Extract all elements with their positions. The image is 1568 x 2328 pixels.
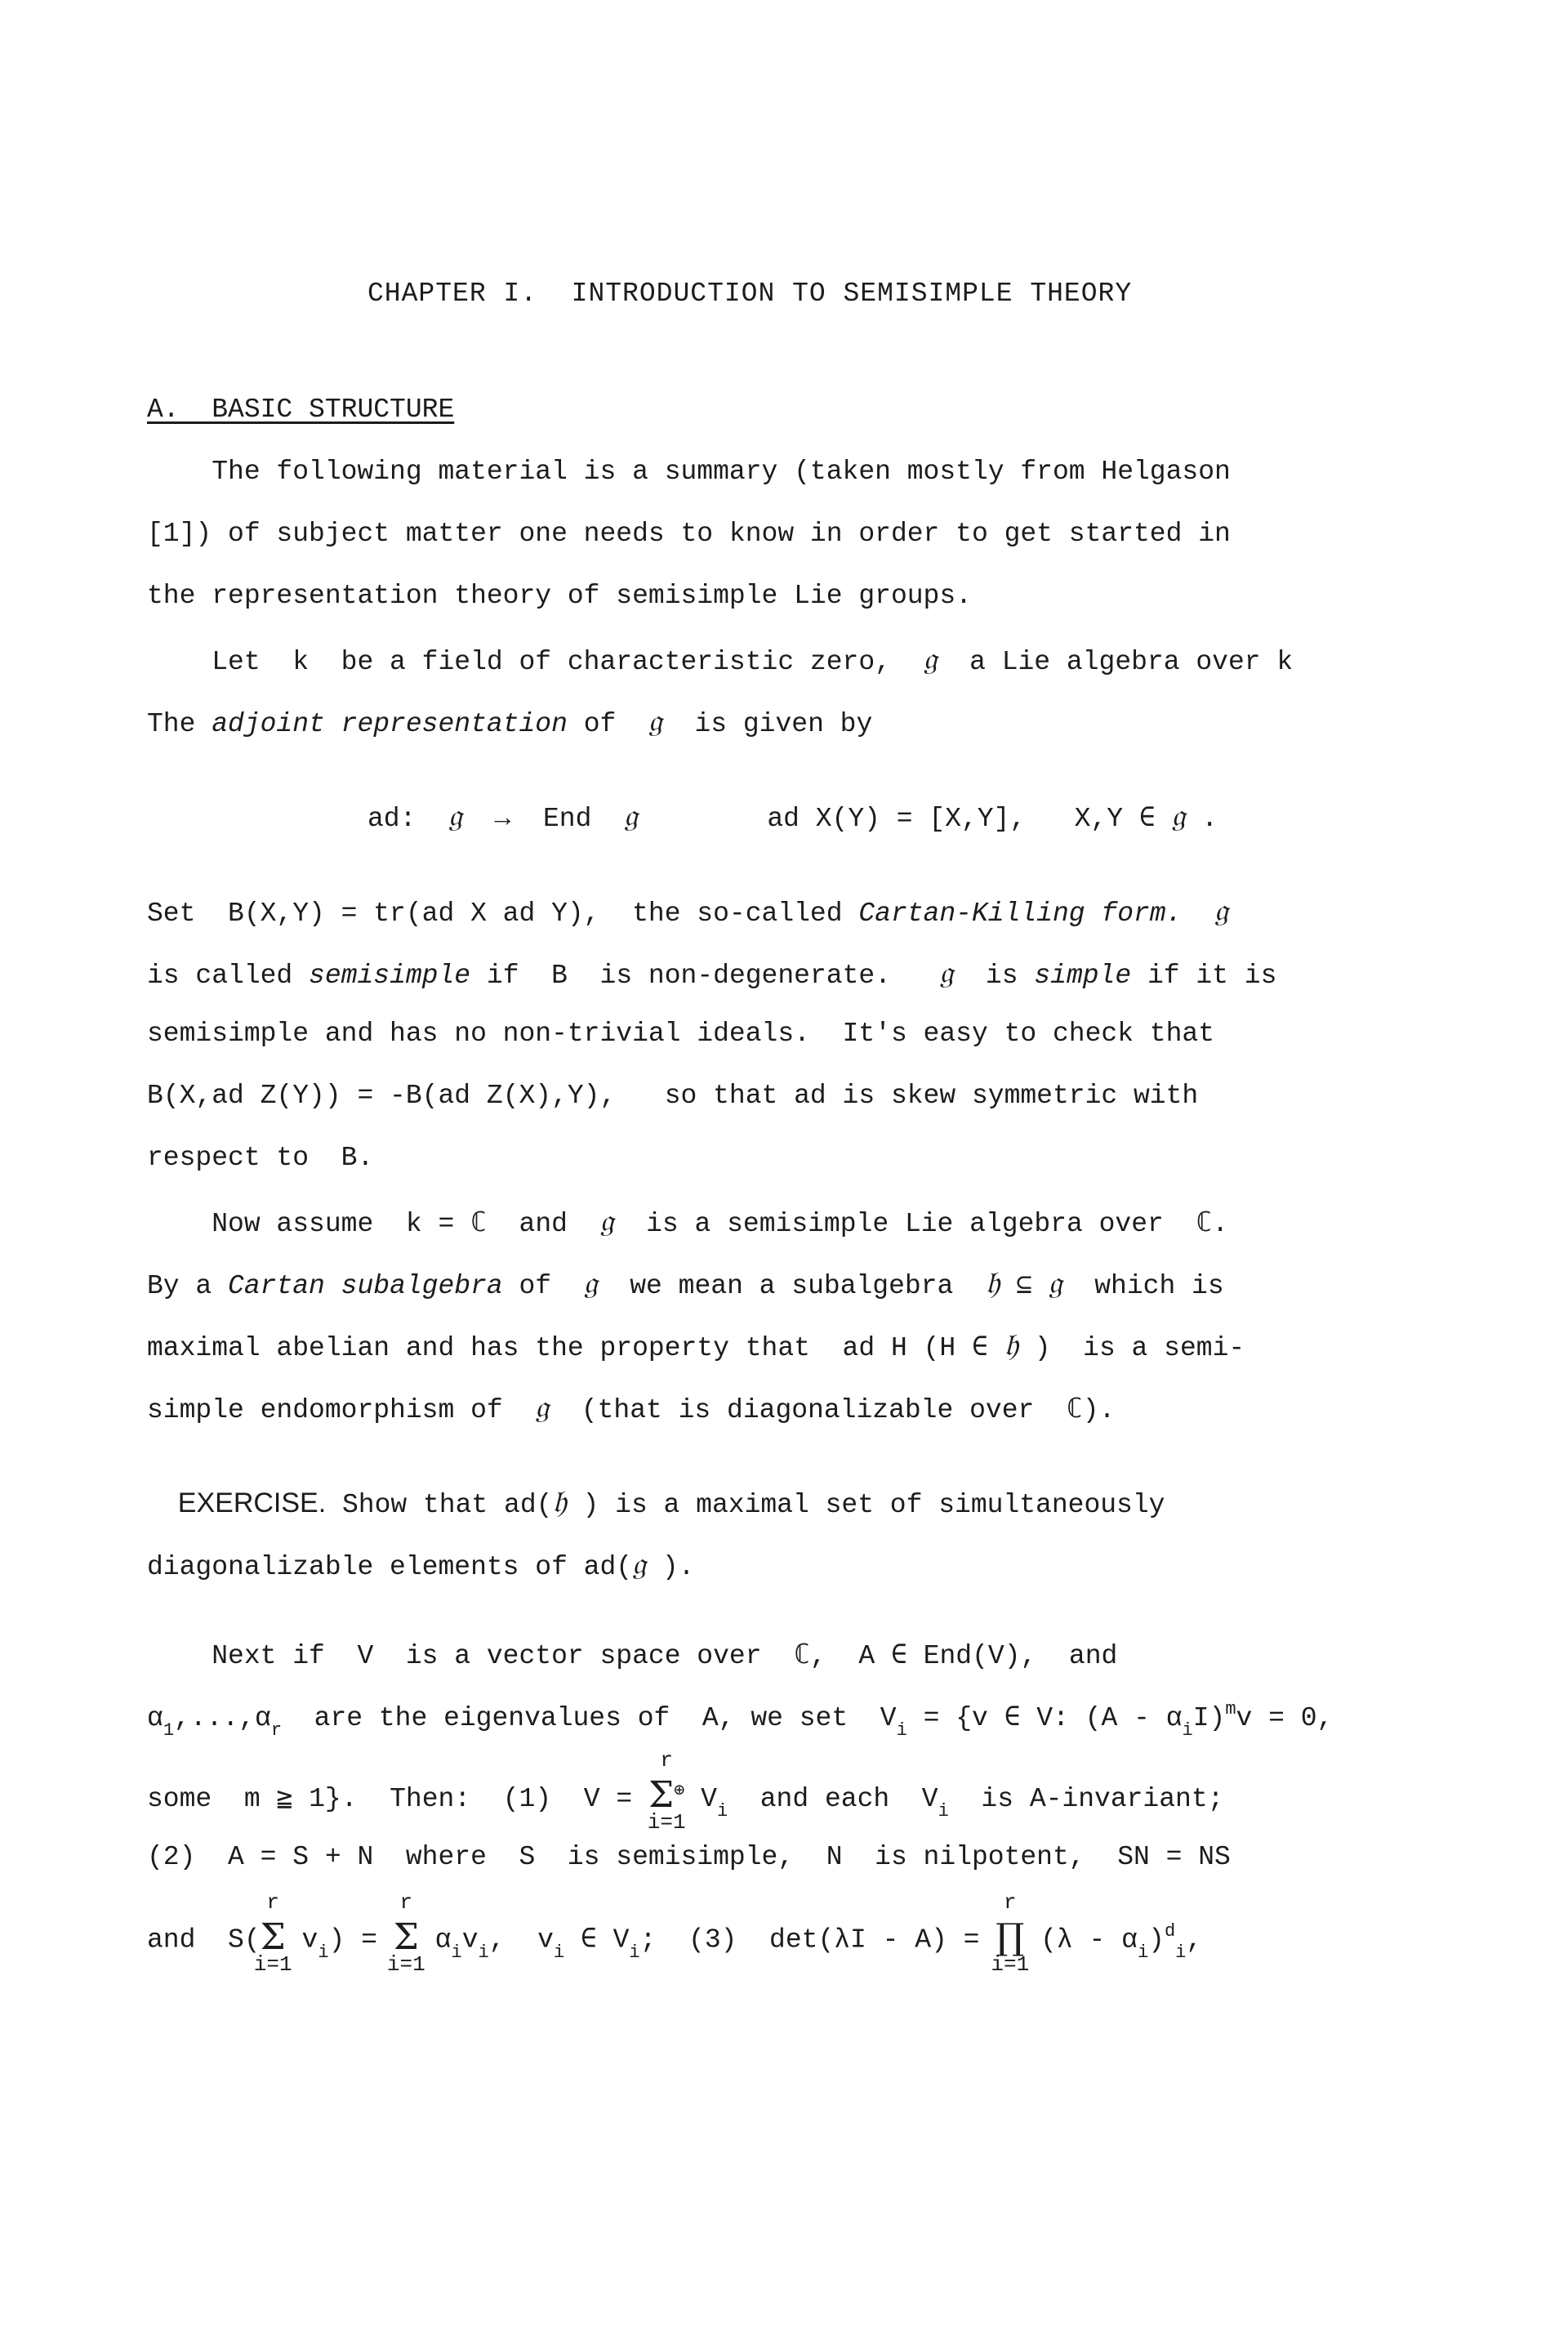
- paragraph-line: semisimple and has no non-trivial ideals. It's easy to check that: [147, 1019, 1215, 1049]
- paragraph-line: diagonalizable elements of ad(𝔤 ).: [147, 1545, 695, 1582]
- paragraph-line: Next if V is a vector space over ℂ, A ∈ End(V), and: [147, 1641, 1118, 1671]
- paragraph-line: maximal abelian and has the property that ad H (H ∈ 𝔥 ) is a semi-: [147, 1327, 1245, 1363]
- paragraph-line: [1]) of subject matter one needs to know in order to get started in: [147, 519, 1231, 549]
- lie-algebra-symbol: 𝔤: [448, 797, 462, 833]
- paragraph-line: The adjoint representation of 𝔤 is given by: [147, 702, 873, 739]
- lie-algebra-symbol: 𝔤: [1171, 797, 1186, 833]
- cartan-symbol: 𝔥: [552, 1483, 567, 1519]
- product: r ∏ i=1: [991, 1890, 1030, 1977]
- paragraph-line: (2) A = S + N where S is semisimple, N is nilpotent, SN = NS: [147, 1842, 1231, 1872]
- lie-algebra-symbol: 𝔤: [648, 702, 662, 738]
- adjoint-formula: ad: 𝔤 → End 𝔤 ad X(Y) = [X,Y], X,Y ∈ 𝔤 .: [368, 797, 1218, 834]
- paragraph-line: respect to B.: [147, 1143, 374, 1173]
- sum: r Σ i=1: [253, 1890, 292, 1977]
- paragraph-line: By a Cartan subalgebra of 𝔤 we mean a subalgebra 𝔥 ⊆ 𝔤 which is: [147, 1264, 1224, 1301]
- paragraph-line: Set B(X,Y) = tr(ad X ad Y), the so-called Cartan-Killing form. 𝔤: [147, 892, 1228, 929]
- lie-algebra-symbol: 𝔤: [624, 797, 638, 833]
- lie-algebra-symbol: 𝔤: [1048, 1264, 1062, 1300]
- exercise-label: EXERCISE.: [147, 1487, 327, 1519]
- lie-algebra-symbol: 𝔤: [939, 954, 954, 990]
- decomposition-formula: some m ≧ 1}. Then: (1) V = r Σ⊕ i=1 $V_i$ and each $V_i$ is A-invariant;: [147, 1748, 1224, 1835]
- lie-algebra-symbol: 𝔤: [632, 1545, 647, 1581]
- direct-sum: r Σ⊕ i=1: [647, 1748, 686, 1835]
- paragraph-line: The following material is a summary (taken mostly from Helgason: [147, 457, 1231, 487]
- chapter-title: CHAPTER I. INTRODUCTION TO SEMISIMPLE THEORY: [368, 279, 1133, 309]
- cartan-symbol: 𝔥: [985, 1264, 1000, 1300]
- lie-algebra-symbol: 𝔤: [923, 640, 938, 676]
- paragraph-line: Let k be a field of characteristic zero, 𝔤 a Lie algebra over k: [147, 640, 1294, 677]
- exercise: EXERCISE. Show that ad(𝔥 ) is a maximal set of simultaneously: [147, 1483, 1165, 1520]
- section-heading: A. BASIC STRUCTURE: [147, 395, 455, 425]
- paragraph-line: is called semisimple if B is non-degenerate. 𝔤 is simple if it is: [147, 954, 1277, 991]
- lie-algebra-symbol: 𝔤: [599, 1202, 614, 1238]
- sum: r Σ i=1: [386, 1890, 425, 1977]
- jordan-formula: and S( r Σ i=1 $v_i$) = r Σ i=1 $\alpha_iv_i$, $v_i$ ∈ $V_i$; (3) det(λI - A) = r ∏ i=1 $(\lambda - \alpha_i)^d_i$,: [147, 1890, 1203, 1977]
- paragraph-line: B(X,ad Z(Y)) = -B(ad Z(X),Y), so that ad is skew symmetric with: [147, 1081, 1199, 1111]
- paragraph-line: Now assume k = ℂ and 𝔤 is a semisimple Lie algebra over ℂ.: [147, 1202, 1229, 1239]
- lie-algebra-symbol: 𝔤: [1214, 892, 1228, 928]
- lie-algebra-symbol: 𝔤: [583, 1264, 598, 1300]
- paragraph-line: $\alpha_1,...,\alpha_r$ are the eigenvalues of A, we set $V_i = \{v$ ∈ V: $(A - \alpha_iI)^mv = 0$,: [147, 1699, 1334, 1741]
- lie-algebra-symbol: 𝔤: [535, 1389, 550, 1425]
- cartan-symbol: 𝔥: [1004, 1327, 1018, 1362]
- paragraph-line: simple endomorphism of 𝔤 (that is diagonalizable over ℂ).: [147, 1389, 1116, 1425]
- paragraph-line: the representation theory of semisimple Lie groups.: [147, 581, 972, 611]
